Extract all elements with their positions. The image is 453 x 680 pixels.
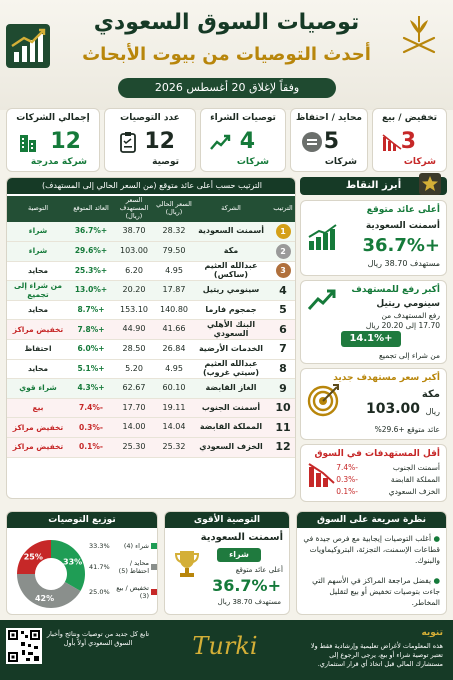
overview-bullet — [301, 534, 440, 567]
stat-buy — [200, 108, 286, 172]
company-cell: البنك الأهلي السعودي — [193, 320, 269, 340]
stat-value: 3 — [400, 129, 416, 154]
highlight-unit: ريال — [425, 407, 440, 416]
legend-swatch — [151, 543, 157, 549]
pie-slice-label: 33% — [63, 557, 83, 567]
rank-cell: 9 — [269, 379, 296, 399]
stat-count — [104, 108, 196, 172]
price-cell: 28.32 — [155, 222, 193, 242]
highlight-title: أكبر رفع للمستهدف — [351, 285, 440, 295]
price-cell: 140.80 — [155, 300, 193, 320]
company-cell: عبدالله العثيم (سيتي غروب) — [193, 359, 269, 379]
strongest-badge: شراء — [217, 548, 261, 562]
target-cell: 62.67 — [113, 379, 155, 399]
stat-label: توصيات الشراء — [210, 113, 276, 123]
lowest-item-name: الخزف السعودي — [388, 487, 440, 496]
recommendation-cell: احتفاظ — [7, 340, 69, 360]
strongest-label: أعلى عائد متوقع — [235, 566, 283, 574]
overview-bullet — [301, 576, 440, 609]
highlight-line2: 17.70 إلى 20.20 ريال — [365, 321, 440, 330]
table-header-row — [7, 196, 296, 222]
company-cell: سينومي ريتيل — [193, 281, 269, 301]
highlight-lowest — [300, 444, 447, 502]
column-header: الشركة — [193, 196, 269, 222]
overview-bullet-text: يفضل مراجعة المراكز في الأسهم التي جاءت بتوصيات تخفيض أو بيع لتقليل المخاطر. — [312, 576, 440, 607]
table-row — [7, 438, 296, 458]
lowest-item-name: المملكة القابضة — [390, 475, 440, 484]
highlight-value-badge: +14.1% — [341, 331, 401, 347]
rank-cell: 6 — [269, 320, 296, 340]
building-icon — [17, 131, 39, 153]
table-title: الترتيب حسب أعلى عائد متوقع (من السعر الحالي إلى المستهدف) — [7, 178, 296, 194]
growth-logo-icon — [6, 24, 50, 68]
company-cell: الخدمات الأرضية — [193, 340, 269, 360]
pie-slice-label: 42% — [34, 594, 55, 604]
recommendation-cell: تخفيض مراكز — [7, 438, 69, 458]
price-cell: 4.95 — [155, 359, 193, 379]
highlights-title-text: أبرز النقاط — [345, 180, 402, 191]
target-cell: 25.30 — [113, 438, 155, 458]
highlight-company: مكة — [421, 389, 440, 400]
recommendation-cell: شراء قوي — [7, 379, 69, 399]
price-cell: 60.10 — [155, 379, 193, 399]
trend-up-icon — [209, 131, 231, 153]
chart-down-icon — [381, 131, 403, 153]
rank-cell — [269, 222, 296, 242]
legend-swatch — [151, 589, 157, 595]
overview-panel — [296, 511, 447, 615]
return-cell: +4.3% — [69, 379, 113, 399]
return-cell: +5.1% — [69, 359, 113, 379]
highlight-note: من شراء إلى تجميع — [378, 351, 440, 360]
target-cell: 14.00 — [113, 418, 155, 438]
legend-pct: 41.7% — [89, 563, 110, 571]
legend-item — [89, 559, 157, 575]
company-cell: المملكة القابضة — [193, 418, 269, 438]
bar-growth-icon — [307, 223, 339, 251]
table-row — [7, 379, 296, 399]
date-pill: وفقاً لإغلاق 20 أغسطس 2026 — [118, 78, 336, 98]
recommendation-cell: من شراء إلى تجميع — [7, 281, 69, 301]
target-cell: 5.20 — [113, 359, 155, 379]
equals-icon — [301, 131, 323, 153]
price-cell: 25.32 — [155, 438, 193, 458]
return-cell: +7.8% — [69, 320, 113, 340]
table-row — [7, 418, 296, 438]
rank-cell: 11 — [269, 418, 296, 438]
legend-pct: 33.3% — [89, 542, 110, 550]
strongest-value: +36.7% — [212, 576, 281, 595]
recommendation-cell: محايد — [7, 300, 69, 320]
highlight-note: عائد متوقع +29.6% — [374, 425, 440, 434]
price-cell: 19.11 — [155, 398, 193, 418]
stat-label: تخفيض / بيع — [381, 113, 438, 123]
return-cell: -7.4% — [69, 398, 113, 418]
highlight-top-raise — [300, 280, 447, 364]
ranking-table-panel — [6, 177, 296, 499]
stat-sell — [372, 108, 447, 172]
company-cell: جمجوم فارما — [193, 300, 269, 320]
company-cell: أسمنت الجنوب — [193, 398, 269, 418]
highlight-top-return — [300, 200, 447, 276]
company-cell: أسمنت السعودية — [193, 222, 269, 242]
notice-title: تنويه — [421, 628, 443, 638]
distribution-legend — [89, 542, 157, 609]
target-cell: 103.00 — [113, 242, 155, 262]
column-header: التوصية — [7, 196, 69, 222]
return-cell: +6.0% — [69, 340, 113, 360]
stat-neutral — [290, 108, 368, 172]
stat-unit: شركة مدرجة — [30, 157, 87, 167]
table-row — [7, 398, 296, 418]
highlight-company: سينومي ريتيل — [376, 299, 440, 309]
target-icon — [307, 383, 341, 417]
rank-cell: 10 — [269, 398, 296, 418]
overview-title: نظرة سريعة على السوق — [297, 512, 446, 528]
rank-cell — [269, 261, 296, 281]
rank-medal-icon: 2 — [276, 244, 291, 259]
page-subtitle: أحدث التوصيات من بيوت الأبحاث — [82, 44, 371, 65]
overview-bullet-text: أغلب التوصيات إيجابية مع فرص جيدة في قطاعات الإسمنت، التجزئة، البتروكيماويات والبنوك. — [303, 534, 440, 565]
notice-text: هذه المعلومات لأغراض تعليمية وإرشادية فقط ولا تعتبر توصية شراء أو بيع، يرجى الرجوع إلى مستشارك المالي قبل اتخاذ أي قرار استثماري. — [310, 642, 443, 668]
table-row — [7, 261, 296, 281]
highlight-value: +36.7% — [362, 235, 440, 256]
recommendation-cell: بيع — [7, 398, 69, 418]
highlight-title: أعلى عائد متوقع — [366, 205, 440, 215]
stat-value: 4 — [239, 129, 255, 154]
clipboard-icon — [117, 131, 139, 153]
stat-label: عدد التوصيات — [120, 113, 180, 123]
distribution-panel — [6, 511, 158, 615]
saudi-emblem-icon — [396, 12, 442, 62]
target-cell: 44.90 — [113, 320, 155, 340]
price-cell: 17.87 — [155, 281, 193, 301]
target-cell: 17.70 — [113, 398, 155, 418]
recommendation-cell: تخفيض مراكز — [7, 320, 69, 340]
page-title: توصيات السوق السعودي — [93, 10, 360, 35]
distribution-title: توزيع التوصيات — [7, 512, 157, 528]
rank-medal-icon: 3 — [276, 263, 291, 278]
return-cell: +8.7% — [69, 300, 113, 320]
legend-item — [89, 584, 157, 600]
recommendation-cell: محايد — [7, 261, 69, 281]
highlight-company: أسمنت السعودية — [365, 221, 440, 231]
price-cell: 4.95 — [155, 261, 193, 281]
footer — [0, 620, 453, 680]
stat-value: 5 — [323, 129, 339, 154]
table-row — [7, 340, 296, 360]
qr-code-icon[interactable] — [6, 628, 42, 664]
ranking-table — [7, 196, 296, 458]
company-cell: عبدالله العثيم (ساكس) — [193, 261, 269, 281]
stat-value: 12 — [144, 129, 175, 154]
stat-companies — [6, 108, 100, 172]
highlight-line1: رفع المستهدف من — [381, 311, 440, 320]
table-row — [7, 222, 296, 242]
price-cell: 79.50 — [155, 242, 193, 262]
return-cell: +13.0% — [69, 281, 113, 301]
price-cell: 41.66 — [155, 320, 193, 340]
chart-down-icon — [307, 461, 337, 489]
return-cell: -0.3% — [69, 418, 113, 438]
strongest-company: أسمنت السعودية — [200, 532, 283, 543]
target-cell: 38.70 — [113, 222, 155, 242]
stat-unit: توصية — [152, 157, 179, 167]
highlight-new-target — [300, 368, 447, 440]
rank-cell: 4 — [269, 281, 296, 301]
table-row — [7, 242, 296, 262]
rank-cell: 12 — [269, 438, 296, 458]
lowest-item-value: -0.1% — [336, 487, 358, 496]
stat-unit: شركات — [403, 157, 436, 167]
table-row — [7, 300, 296, 320]
stat-value: 12 — [50, 129, 81, 154]
table-row — [7, 281, 296, 301]
company-cell: الخزف السعودي — [193, 438, 269, 458]
table-row — [7, 359, 296, 379]
return-cell: +36.7% — [69, 222, 113, 242]
rank-cell: 5 — [269, 300, 296, 320]
return-cell: +25.3% — [69, 261, 113, 281]
legend-item — [89, 542, 157, 550]
pie-slice-label: 25% — [23, 552, 43, 562]
recommendation-cell: تخفيض مراكز — [7, 418, 69, 438]
column-header: السعر المستهدف (ريال) — [113, 196, 155, 222]
price-cell: 14.04 — [155, 418, 193, 438]
lowest-item-name: أسمنت الجنوب — [392, 463, 440, 472]
target-cell: 20.20 — [113, 281, 155, 301]
column-header: العائد المتوقع — [69, 196, 113, 222]
lowest-item-value: -0.3% — [336, 475, 358, 484]
highlight-title: أكبر سعر مستهدف جديد — [333, 373, 440, 383]
trophy-icon — [173, 548, 201, 580]
legend-swatch — [151, 564, 157, 570]
follow-text: تابع كل جديد من توصيات ونتائج وأخبار السوق السعودي أولاً بأول — [46, 630, 150, 648]
rank-cell: 8 — [269, 359, 296, 379]
highlight-note: مستهدف 38.70 ريال — [367, 259, 440, 268]
distribution-pie-chart — [13, 536, 89, 612]
legend-label: شراء (4) — [123, 542, 149, 550]
legend-label: تخفيض / بيع (3) — [116, 584, 149, 600]
bullet-icon: ● — [433, 576, 440, 585]
legend-label: محايد / احتفاظ (5) — [118, 559, 149, 575]
recommendation-cell: شراء — [7, 222, 69, 242]
table-row — [7, 320, 296, 340]
stat-label: إجمالي الشركات — [16, 113, 90, 123]
highlight-value: 103.00 — [365, 401, 420, 417]
star-badge-icon — [418, 172, 442, 196]
recommendation-cell: شراء — [7, 242, 69, 262]
rank-medal-icon: 1 — [276, 224, 291, 239]
column-header: السعر الحالي (ريال) — [155, 196, 193, 222]
return-cell: -0.1% — [69, 438, 113, 458]
strongest-panel — [164, 511, 290, 615]
highlight-title: أقل المستهدفات في السوق — [314, 449, 440, 459]
strongest-note: مستهدف 38.70 ريال — [217, 598, 281, 606]
strongest-title: التوصية الأقوى — [165, 512, 289, 528]
stat-unit: شركات — [236, 157, 269, 167]
stat-unit: شركات — [324, 157, 357, 167]
target-cell: 153.10 — [113, 300, 155, 320]
target-cell: 28.50 — [113, 340, 155, 360]
rank-cell — [269, 242, 296, 262]
target-cell: 6.20 — [113, 261, 155, 281]
legend-pct: 25.0% — [89, 588, 110, 596]
rank-cell: 7 — [269, 340, 296, 360]
return-cell: +29.6% — [69, 242, 113, 262]
column-header: الترتيب — [269, 196, 296, 222]
brand-signature: Turki — [192, 632, 258, 660]
bullet-icon: ● — [433, 534, 440, 543]
lowest-item-value: -7.4% — [336, 463, 358, 472]
price-cell: 26.84 — [155, 340, 193, 360]
trend-up-icon — [307, 287, 337, 313]
company-cell: الغاز القابضة — [193, 379, 269, 399]
recommendation-cell: محايد — [7, 359, 69, 379]
company-cell: مكة — [193, 242, 269, 262]
stat-label: محايد / احتفاظ — [295, 113, 363, 123]
